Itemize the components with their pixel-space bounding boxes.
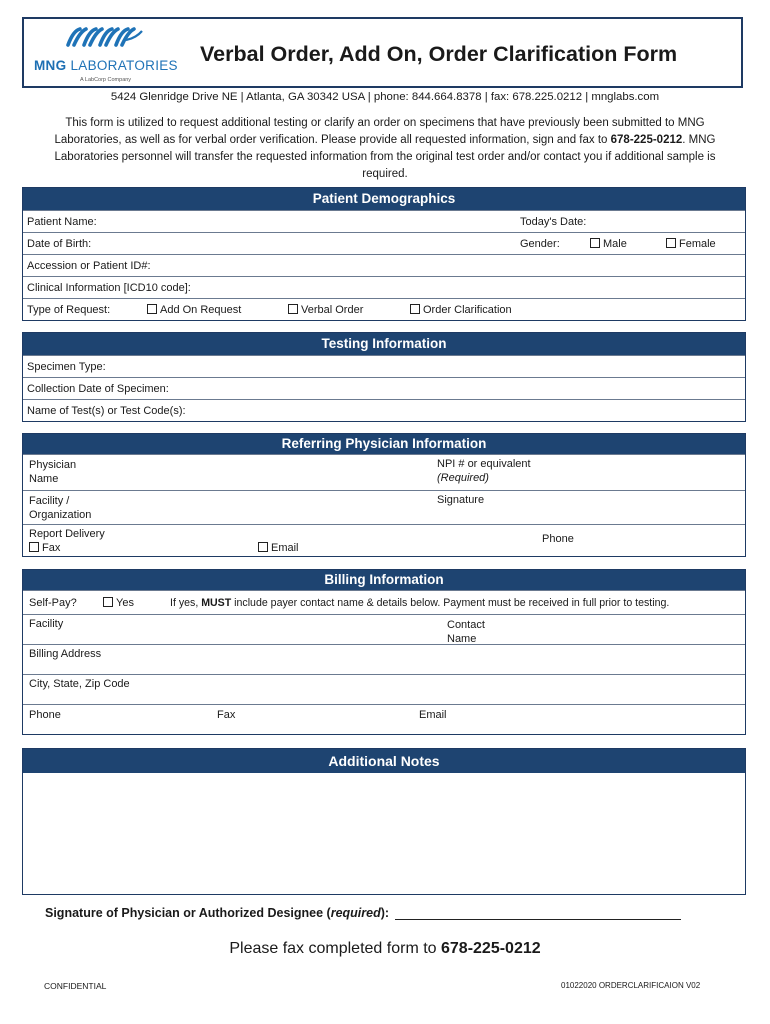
phone-label: Phone [542,533,574,545]
patient-name-row[interactable] [23,210,745,233]
section-header: Additional Notes [23,749,745,773]
billing-information-section [22,569,746,735]
order-clarification-checkbox[interactable]: Order Clarification [410,304,512,316]
request-type-row [23,298,745,321]
footer-form-code: 01022020 ORDERCLARIFICAION V02 [561,981,701,990]
specimen-type-row[interactable] [23,355,745,378]
self-pay-note: If yes, MUST include payer contact name & details below. Payment must be received in full prior to testing. [170,597,670,609]
billing-facility-label: Facility [29,618,64,630]
fax-delivery-checkbox[interactable]: Fax [29,542,60,554]
section-header: Patient Demographics [23,188,745,210]
footer-confidential: CONFIDENTIAL [44,981,107,991]
referring-physician-section [22,433,746,557]
request-type-label: Type of Request: [27,304,111,316]
gender-label: Gender: [520,238,560,250]
clinical-info-row[interactable] [23,276,745,299]
contact-name-label: Contact Name [447,619,485,645]
fax-instruction: Please fax completed form to 678-225-0212 [229,940,541,957]
signature-label: Signature [437,494,485,506]
checkbox-icon [590,238,600,248]
physician-name-row[interactable] [23,454,745,491]
dob-label: Date of Birth: [27,238,92,250]
email-delivery-checkbox[interactable]: Email [258,542,299,554]
self-pay-row [23,590,745,615]
section-header: Billing Information [23,570,745,590]
testing-information-section [22,332,746,422]
test-names-row[interactable] [23,399,745,422]
checkbox-icon [410,304,420,314]
section-header: Testing Information [23,333,745,355]
collection-date-label: Collection Date of Specimen: [27,383,169,395]
billing-address-label: Billing Address [29,648,102,660]
billing-fax-label: Fax [217,709,236,721]
verbal-order-checkbox[interactable]: Verbal Order [288,304,363,316]
dob-row[interactable] [23,232,745,255]
todays-date-label: Today's Date: [520,216,587,228]
logo-text: MNG LABORATORIES [34,58,178,73]
billing-email-label: Email [419,709,447,721]
patient-name-label: Patient Name: [27,216,97,228]
self-pay-label: Self-Pay? [29,597,77,609]
test-names-label: Name of Test(s) or Test Code(s): [27,405,186,417]
physician-name-label: Physician Name [29,459,77,485]
self-pay-yes-checkbox[interactable]: Yes [103,597,134,609]
patient-demographics-section [22,187,746,321]
clinical-info-label: Clinical Information [ICD10 code]: [27,282,191,294]
checkbox-icon [29,542,39,552]
male-checkbox[interactable]: Male [590,238,627,250]
report-delivery-row [23,524,745,558]
intro-paragraph: This form is utilized to request additional testing or clarify an order on specimens that have previously been submitted to MNG Laboratories, as well as for verbal order verification. Please provide all requested information, sign and fax to 678-225-0212. MNG Laboratories personnel will transfer the requested information from the original test order and/or contact you if additional sample is required. [54,117,716,180]
checkbox-icon [147,304,157,314]
billing-contact-row[interactable] [23,704,745,735]
checkbox-icon [288,304,298,314]
report-delivery-label: Report Delivery [29,528,105,540]
specimen-type-label: Specimen Type: [27,361,106,373]
facility-row[interactable] [23,490,745,525]
billing-phone-label: Phone [29,709,61,721]
logo-tagline: A LabCorp Company [80,77,132,83]
facility-label: Facility / Organization [29,495,92,521]
city-state-zip-row[interactable] [23,674,745,705]
logo-mark-icon [64,26,148,48]
female-checkbox[interactable]: Female [666,238,716,250]
checkbox-icon [666,238,676,248]
npi-required-label: (Required) [437,472,489,484]
page-title: Verbal Order, Add On, Order Clarification Form [200,42,678,66]
additional-notes-section[interactable] [22,748,746,895]
physician-signature-line[interactable]: Signature of Physician or Authorized Designee (required): [45,906,681,920]
company-logo [34,22,184,86]
address-line: 5424 Glenridge Drive NE | Atlanta, GA 30342 USA | phone: 844.664.8378 | fax: 678.225.0212 | mnglabs.com [110,91,660,103]
accession-label: Accession or Patient ID#: [27,260,151,272]
billing-address-row[interactable] [23,644,745,675]
accession-row[interactable] [23,254,745,277]
checkbox-icon [103,597,113,607]
billing-facility-row[interactable] [23,614,745,645]
collection-date-row[interactable] [23,377,745,400]
city-state-zip-label: City, State, Zip Code [29,678,130,690]
npi-label: NPI # or equivalent [437,458,531,470]
section-header: Referring Physician Information [23,434,745,454]
add-on-checkbox[interactable]: Add On Request [147,304,241,316]
signature-underline [395,907,681,920]
checkbox-icon [258,542,268,552]
